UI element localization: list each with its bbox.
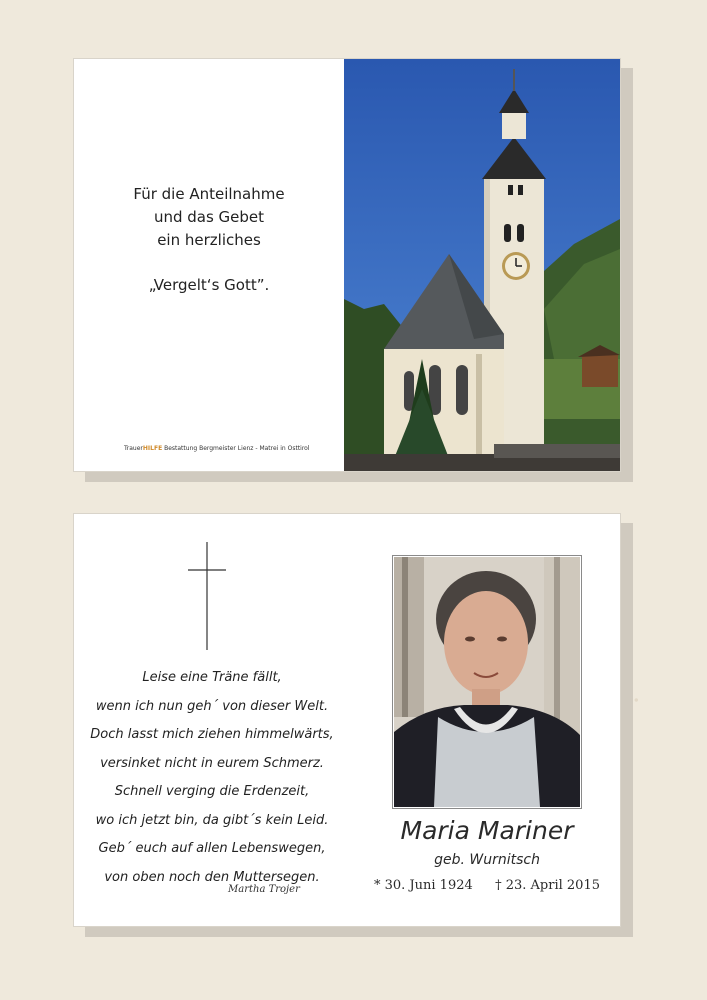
poem-line: wenn ich nun geh´ von dieser Welt. [95,698,329,714]
funeral-home-credit [124,445,310,452]
thanks-quote: „Vergelt‘s Gott”. [148,276,270,294]
poem-line: Leise eine Träne fällt, [142,670,282,685]
memorial-card [73,513,621,927]
brand-accent: HILFE [142,445,163,452]
maiden-name: geb. Wurnitsch [434,852,540,868]
thanks-text [74,183,344,297]
thanks-line: ein herzliches [157,231,261,249]
birth-date: * 30. Juni 1924 [374,878,473,893]
poem-line: Geb´ euch auf allen Lebenswegen, [98,841,326,856]
thanks-card [73,58,621,472]
poem-line: versinket nicht in eurem Schmerz. [100,755,324,771]
brand-prefix: Trauer [124,445,143,452]
portrait-photo [392,555,582,809]
cross-icon [187,542,227,650]
credit-text: Bestattung Bergmeister Lienz - Matrei in Osttirol [164,445,310,452]
poem-line: Doch lasst mich ziehen himmelwärts, [90,727,334,742]
poem-line: von oben noch den Muttersegen. [104,869,320,885]
poem-line: Schnell verging die Erdenzeit, [114,784,310,799]
death-date: † 23. April 2015 [495,878,600,893]
thanks-line: und das Gebet [153,208,265,226]
life-dates [374,878,600,893]
poem-line: wo ich jetzt bin, da gibt´s kein Leid. [95,812,329,828]
memorial-poem [74,664,350,892]
deceased-name: Maria Mariner [400,816,574,845]
poem-author: Martha Trojer [228,884,300,895]
church-photo [344,59,620,471]
thanks-line: Für die Anteilnahme [133,185,285,203]
